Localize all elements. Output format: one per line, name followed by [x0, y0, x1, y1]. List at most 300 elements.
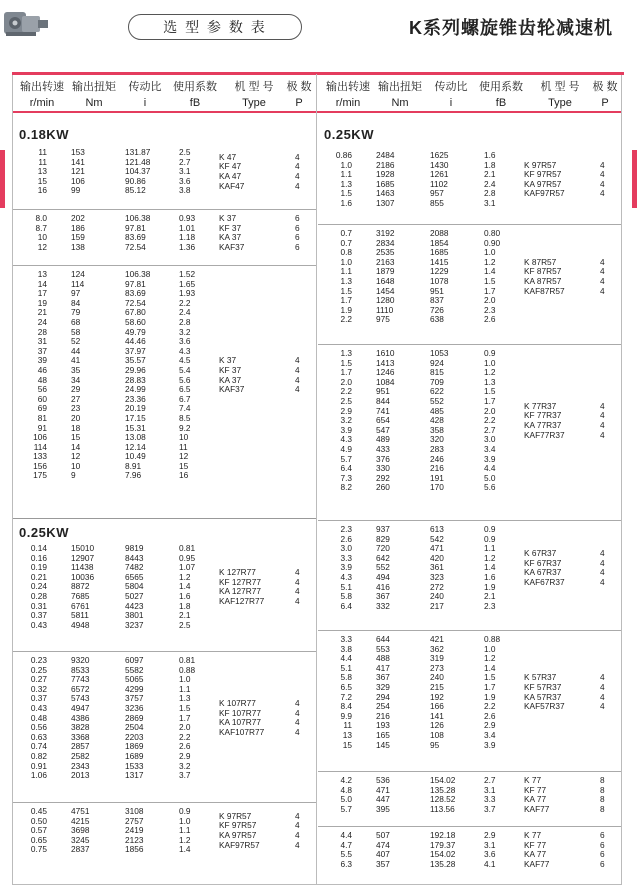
- table-cell: 855: [430, 197, 444, 208]
- table-cell: 2.2: [179, 297, 191, 308]
- table-cell: 124: [71, 269, 85, 279]
- pole-count: 4: [295, 595, 300, 606]
- table-cell: 28: [37, 326, 47, 337]
- poles-column: [295, 812, 300, 850]
- model-type: KAF47: [219, 180, 245, 191]
- table-cell: 6572: [71, 683, 90, 694]
- table-cell: 5811: [71, 610, 89, 621]
- header-speed-cn: 输出转速: [20, 81, 64, 93]
- section-separator: [13, 518, 316, 519]
- table-cell: 357: [376, 858, 390, 869]
- table-cell: 613: [430, 524, 444, 534]
- table-cell: 0.88: [179, 664, 196, 675]
- pole-count: 4: [600, 681, 605, 692]
- data-column: [125, 270, 165, 481]
- table-cell: 367: [376, 591, 390, 602]
- header-factor-unit: fB: [495, 97, 507, 109]
- table-cell: 957: [430, 188, 444, 199]
- table-cell: 97.81: [125, 222, 146, 233]
- table-cell: 58.60: [125, 316, 146, 327]
- table-cell: 37.97: [125, 345, 146, 356]
- table-cell: 6097: [125, 655, 144, 665]
- data-column: [125, 544, 165, 630]
- type-column: [219, 699, 264, 737]
- header-factor-unit: fB: [189, 97, 201, 109]
- table-cell: 52: [71, 336, 81, 347]
- data-column: [179, 807, 209, 855]
- table-cell: 97: [71, 288, 81, 299]
- table-cell: 0.48: [30, 712, 47, 723]
- table-cell: 0.9: [484, 533, 496, 544]
- poles-column: [295, 699, 300, 737]
- table-cell: 2869: [125, 712, 144, 723]
- table-cell: 106.38: [125, 269, 151, 279]
- table-cell: 3.8: [340, 643, 352, 654]
- group-separator: [318, 224, 621, 225]
- table-cell: 9320: [71, 655, 90, 665]
- table-cell: 15: [71, 432, 81, 443]
- table-cell: 2.9: [484, 720, 496, 731]
- data-column: [324, 776, 352, 814]
- table-cell: 741: [376, 405, 390, 416]
- table-cell: 5582: [125, 664, 144, 675]
- model-type: KF 107R77: [219, 707, 261, 718]
- pole-count: 4: [600, 178, 605, 189]
- table-cell: 154.02: [430, 849, 456, 860]
- table-cell: 1.0: [179, 674, 191, 685]
- table-cell: 29: [71, 384, 81, 395]
- data-column: [376, 635, 416, 750]
- table-cell: 5.4: [179, 364, 191, 375]
- table-cell: 24: [37, 316, 47, 327]
- data-column: [324, 349, 352, 493]
- table-cell: 3.0: [340, 543, 352, 554]
- table-cell: 1.4: [484, 562, 496, 573]
- table-cell: 1689: [125, 750, 144, 761]
- table-cell: 13.08: [125, 432, 146, 443]
- table-cell: 106.38: [125, 213, 151, 223]
- model-type: K 127R77: [219, 567, 256, 577]
- table-cell: 2.2: [484, 701, 496, 712]
- table-cell: 159: [71, 232, 85, 243]
- table-cell: 1.7: [484, 395, 496, 406]
- pole-count: 4: [600, 256, 605, 267]
- model-type: KA 97R57: [219, 829, 257, 840]
- table-cell: 416: [376, 581, 390, 592]
- header-poles-cn: 极 数: [592, 81, 618, 93]
- table-cell: 4751: [71, 806, 90, 816]
- model-type: KAF37: [219, 384, 245, 395]
- table-cell: 217: [430, 600, 444, 611]
- table-cell: 5.8: [340, 591, 352, 602]
- table-cell: 420: [430, 552, 444, 563]
- poles-column: [600, 776, 605, 814]
- table-cell: 332: [376, 600, 390, 611]
- table-cell: 179.37: [430, 839, 456, 850]
- table-cell: 5.7: [340, 803, 352, 814]
- table-cell: 1.6: [340, 197, 352, 208]
- table-cell: 11: [343, 720, 352, 731]
- table-cell: 8.2: [340, 482, 352, 493]
- table-cell: 4.4: [484, 463, 496, 474]
- table-cell: 1879: [376, 266, 395, 277]
- table-cell: 924: [430, 357, 444, 368]
- table-cell: 3.0: [484, 434, 496, 445]
- table-cell: 13: [342, 729, 352, 740]
- table-cell: 3245: [71, 834, 90, 845]
- table-cell: 106: [33, 432, 47, 443]
- table-cell: 16: [179, 470, 189, 481]
- table-cell: 8.91: [125, 460, 142, 471]
- table-cell: 191: [430, 472, 444, 483]
- table-cell: 84: [71, 297, 81, 308]
- table-cell: 2.0: [340, 376, 352, 387]
- model-type: K 97R57: [219, 810, 252, 821]
- table-cell: 141: [430, 710, 444, 721]
- poles-column: [600, 673, 605, 711]
- table-cell: 507: [376, 830, 390, 840]
- model-type: K 37: [219, 213, 237, 223]
- table-cell: 644: [376, 634, 390, 644]
- table-cell: 552: [376, 562, 390, 573]
- table-cell: 215: [430, 681, 444, 692]
- table-cell: 367: [376, 672, 390, 683]
- table-cell: 1246: [376, 367, 395, 378]
- data-column: [484, 229, 514, 325]
- table-cell: 3.6: [179, 175, 191, 186]
- data-column: [430, 151, 470, 209]
- type-column: [524, 776, 549, 814]
- table-cell: 216: [430, 463, 444, 474]
- table-cell: 260: [376, 482, 390, 493]
- table-cell: 1854: [430, 237, 449, 248]
- header-ratio-cn: 传动比: [434, 81, 468, 93]
- table-cell: 14: [37, 278, 47, 289]
- table-cell: 3236: [125, 702, 144, 713]
- table-cell: 83.69: [125, 232, 146, 243]
- data-column: [71, 544, 111, 630]
- group-separator: [318, 630, 621, 631]
- data-column: [71, 214, 111, 252]
- table-cell: 1.8: [484, 159, 496, 170]
- table-cell: 1.4: [484, 662, 496, 673]
- table-cell: 330: [376, 463, 390, 474]
- table-cell: 3368: [71, 731, 90, 742]
- model-type: K 77: [524, 775, 542, 785]
- poles-column: [600, 161, 605, 199]
- group-separator: [13, 209, 316, 210]
- data-column: [19, 656, 47, 781]
- table-cell: 1869: [125, 741, 144, 752]
- table-cell: 4.4: [340, 653, 352, 664]
- table-cell: 2.7: [484, 424, 496, 435]
- table-cell: 4386: [71, 712, 90, 723]
- table-cell: 1.5: [484, 386, 496, 397]
- table-cell: 2.6: [484, 314, 496, 325]
- table-cell: 0.16: [30, 552, 47, 563]
- data-column: [484, 349, 514, 493]
- table-cell: 1.1: [340, 169, 352, 180]
- table-cell: 1.2: [179, 571, 191, 582]
- model-type: KAF37: [219, 241, 245, 252]
- table-cell: 95: [430, 739, 440, 750]
- table-cell: 3.4: [484, 443, 496, 454]
- pole-count: 4: [295, 576, 300, 587]
- table-cell: 2.3: [340, 524, 352, 534]
- table-cell: 3801: [125, 610, 144, 621]
- table-cell: 0.9: [484, 348, 496, 358]
- table-cell: 0.93: [179, 213, 196, 223]
- gear-reducer-icon: [2, 2, 50, 42]
- table-cell: 1648: [376, 275, 395, 286]
- table-cell: 1.5: [340, 285, 352, 296]
- data-column: [324, 831, 352, 869]
- table-cell: 192.18: [430, 830, 456, 840]
- table-cell: 5.0: [340, 794, 352, 805]
- pole-count: 4: [600, 169, 605, 180]
- table-cell: 552: [430, 395, 444, 406]
- table-cell: 3.1: [484, 784, 496, 795]
- table-cell: 3.7: [484, 803, 496, 814]
- table-cell: 11: [38, 156, 47, 167]
- table-cell: 1.7: [484, 285, 496, 296]
- table-cell: 6.3: [340, 858, 352, 869]
- type-column: [524, 161, 565, 199]
- data-column: [484, 776, 514, 814]
- table-cell: 3.6: [484, 849, 496, 860]
- table-cell: 494: [376, 571, 390, 582]
- table-cell: 34: [71, 374, 81, 385]
- table-cell: 8.0: [35, 213, 47, 223]
- pole-count: 4: [600, 400, 605, 411]
- table-cell: 536: [376, 775, 390, 785]
- table-cell: 0.37: [30, 610, 47, 621]
- table-cell: 323: [430, 571, 444, 582]
- table-cell: 135.28: [430, 784, 456, 795]
- table-cell: 3.2: [179, 760, 191, 771]
- pole-count: 4: [295, 820, 300, 831]
- table-cell: 1463: [376, 188, 395, 199]
- table-cell: 0.50: [30, 815, 47, 826]
- table-cell: 31: [37, 336, 47, 347]
- table-cell: 2.3: [484, 600, 496, 611]
- model-type: KAF97R57: [219, 839, 260, 850]
- table-cell: 15.31: [125, 422, 146, 433]
- table-cell: 0.25: [30, 664, 47, 675]
- table-cell: 121.48: [125, 156, 151, 167]
- data-column: [125, 214, 165, 252]
- table-cell: 3.4: [484, 729, 496, 740]
- table-cell: 7.96: [125, 470, 142, 481]
- table-cell: 428: [430, 415, 444, 426]
- table-cell: 1533: [125, 760, 144, 771]
- table-cell: 3237: [125, 619, 144, 630]
- model-type: KF 57R37: [524, 681, 562, 692]
- table-cell: 12: [179, 451, 189, 462]
- table-cell: 0.43: [30, 619, 47, 630]
- table-cell: 1430: [430, 159, 449, 170]
- table-cell: 3108: [125, 806, 144, 816]
- table-cell: 58: [71, 326, 81, 337]
- table-cell: 1.6: [484, 150, 496, 160]
- table-cell: 48: [37, 374, 47, 385]
- table-cell: 951: [376, 386, 390, 397]
- table-cell: 2.1: [484, 169, 496, 180]
- table-cell: 19: [37, 297, 47, 308]
- table-cell: 1.2: [484, 653, 496, 664]
- poles-column: [600, 258, 605, 296]
- table-cell: 1.5: [484, 275, 496, 286]
- data-column: [430, 776, 470, 814]
- table-cell: 283: [430, 443, 444, 454]
- pole-count: 8: [600, 775, 605, 785]
- table-cell: 106: [71, 175, 85, 186]
- table-cell: 10: [179, 432, 189, 443]
- table-cell: 0.82: [30, 750, 47, 761]
- header-factor-cn: 使用系数: [479, 81, 523, 93]
- table-cell: 1.3: [484, 376, 496, 387]
- pole-count: 4: [295, 161, 300, 172]
- header-type-cn: 机 型 号: [234, 81, 274, 93]
- table-cell: 358: [430, 424, 444, 435]
- table-cell: 1.4: [179, 844, 191, 855]
- table-cell: 1.9: [340, 304, 352, 315]
- table-cell: 3.3: [484, 794, 496, 805]
- table-cell: 3.3: [340, 552, 352, 563]
- pole-count: 4: [295, 384, 300, 395]
- table-cell: 1.8: [179, 600, 191, 611]
- table-cell: 2.8: [179, 316, 191, 327]
- pole-count: 6: [600, 858, 605, 869]
- model-type: KF 87R57: [524, 266, 562, 277]
- table-cell: 2837: [71, 844, 90, 855]
- model-type: KF 77R37: [524, 410, 562, 421]
- table-cell: 4423: [125, 600, 144, 611]
- table-cell: 433: [376, 443, 390, 454]
- group-separator: [318, 520, 621, 521]
- top-band: [0, 0, 637, 48]
- table-cell: 1.0: [484, 357, 496, 368]
- table-cell: 542: [430, 533, 444, 544]
- table-cell: 1.2: [484, 552, 496, 563]
- table-cell: 837: [430, 295, 444, 306]
- data-column: [71, 148, 111, 196]
- pole-count: 4: [295, 839, 300, 850]
- table-header: [13, 75, 621, 113]
- pole-count: 4: [600, 576, 605, 587]
- table-cell: 292: [376, 472, 390, 483]
- table-cell: 2013: [71, 770, 90, 781]
- table-cell: 10: [37, 232, 47, 243]
- model-type: KF 37: [219, 364, 242, 375]
- pole-count: 6: [600, 849, 605, 860]
- table-cell: 12907: [71, 552, 95, 563]
- pole-count: 4: [600, 701, 605, 712]
- table-cell: 447: [376, 794, 390, 805]
- table-cell: 9.9: [340, 710, 352, 721]
- table-cell: 3.7: [179, 770, 191, 781]
- table-cell: 417: [376, 662, 390, 673]
- table-cell: 5065: [125, 674, 144, 685]
- data-column: [430, 635, 470, 750]
- data-column: [324, 229, 352, 325]
- selection-table: [12, 73, 622, 885]
- pole-count: 4: [295, 726, 300, 737]
- table-cell: 72.54: [125, 241, 146, 252]
- table-cell: 18: [71, 422, 81, 433]
- data-column: [179, 270, 209, 481]
- table-cell: 2.0: [484, 405, 496, 416]
- table-cell: 6.5: [179, 384, 191, 395]
- page-subtitle: 选 型 参 数 表: [128, 14, 302, 40]
- group-separator: [318, 344, 621, 345]
- table-cell: 485: [430, 405, 444, 416]
- pole-count: 4: [295, 364, 300, 375]
- table-cell: 3.6: [179, 336, 191, 347]
- table-cell: 1.5: [340, 357, 352, 368]
- model-type: KA 37: [219, 374, 242, 385]
- table-cell: 1856: [125, 844, 144, 855]
- table-cell: 5804: [125, 581, 144, 592]
- table-cell: 1928: [376, 169, 395, 180]
- table-cell: 1.3: [340, 275, 352, 286]
- model-type: K 57R37: [524, 672, 557, 683]
- table-cell: 2203: [125, 731, 144, 742]
- table-cell: 2504: [125, 722, 144, 733]
- pole-count: 4: [600, 691, 605, 702]
- table-cell: 1413: [376, 357, 395, 368]
- table-cell: 24.99: [125, 384, 146, 395]
- pole-count: 4: [295, 586, 300, 597]
- data-column: [19, 807, 47, 855]
- table-cell: 937: [376, 524, 390, 534]
- table-cell: 193: [376, 720, 390, 731]
- table-cell: 2.4: [179, 307, 191, 318]
- type-column: [219, 356, 244, 394]
- table-cell: 0.37: [30, 693, 47, 704]
- model-type: KAF57R37: [524, 701, 565, 712]
- model-type: KF 127R77: [219, 576, 261, 587]
- table-cell: 8533: [71, 664, 90, 675]
- data-column: [179, 148, 209, 196]
- table-cell: 362: [430, 643, 444, 654]
- table-cell: 2757: [125, 815, 144, 826]
- table-cell: 2834: [376, 237, 395, 248]
- table-cell: 254: [376, 701, 390, 712]
- table-cell: 41: [71, 355, 81, 366]
- table-cell: 2.0: [179, 722, 191, 733]
- table-cell: 622: [430, 386, 444, 397]
- table-cell: 6.4: [340, 463, 352, 474]
- table-cell: 2857: [71, 741, 90, 752]
- table-cell: 1.0: [340, 159, 352, 170]
- pole-count: 4: [600, 410, 605, 421]
- header-type-cn: 机 型 号: [540, 81, 580, 93]
- table-cell: 7685: [71, 590, 90, 601]
- table-cell: 11: [38, 147, 47, 157]
- table-cell: 1415: [430, 256, 449, 267]
- table-cell: 0.32: [30, 683, 47, 694]
- data-column: [430, 349, 470, 493]
- data-column: [179, 656, 209, 781]
- table-cell: 83.69: [125, 288, 146, 299]
- table-cell: 2419: [125, 825, 144, 836]
- group-separator: [318, 826, 621, 827]
- table-cell: 1.06: [30, 770, 47, 781]
- group-separator: [318, 771, 621, 772]
- header-type-unit: Type: [548, 97, 572, 109]
- table-cell: 5743: [71, 693, 90, 704]
